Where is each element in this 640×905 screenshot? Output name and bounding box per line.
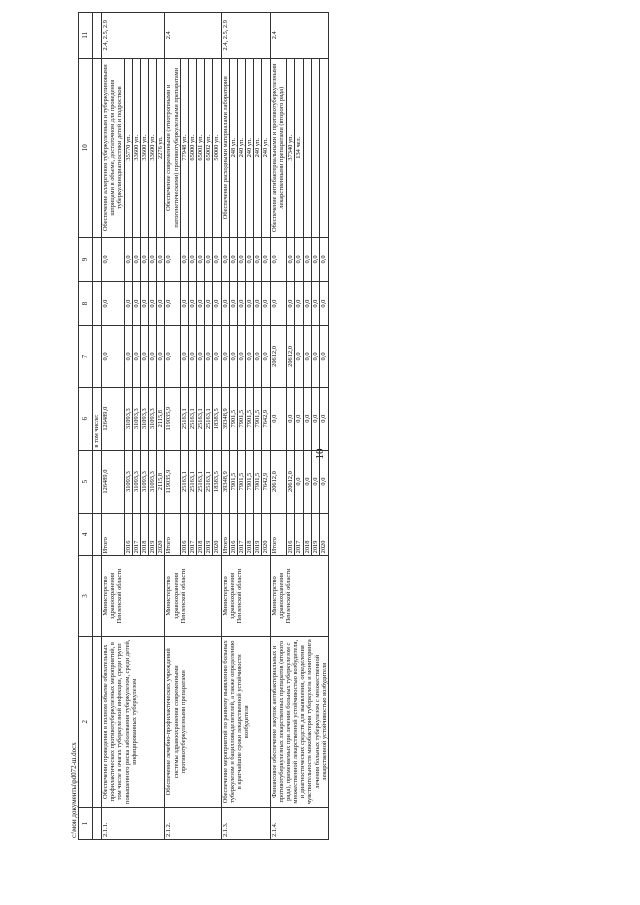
other-source-cell: 0,0 xyxy=(205,237,213,281)
measure-number: 2.1.1. xyxy=(102,807,165,839)
total-cell: 31093,3 xyxy=(132,450,140,513)
federal-budget-cell: 0,0 xyxy=(229,326,237,388)
year-cell: 2020 xyxy=(320,513,329,556)
federal-budget-cell: 0,0 xyxy=(311,326,319,388)
year-cell: 2016 xyxy=(286,513,294,556)
column-number: 8 xyxy=(79,282,93,326)
federal-budget-cell: 0,0 xyxy=(295,326,303,388)
other-source-cell: 0,0 xyxy=(188,237,196,281)
total-cell: 0,0 xyxy=(295,450,303,513)
column-number: 3 xyxy=(79,556,93,636)
indicator-cell: 50000 уп. xyxy=(213,58,221,237)
indicator-cell: 33600 уп. xyxy=(140,58,148,237)
total-cell: 39348,9 xyxy=(221,450,229,513)
indicator-cell: 65000 уп. xyxy=(188,58,196,237)
year-cell: 2018 xyxy=(197,513,205,556)
other-source-cell: 0,0 xyxy=(124,237,132,281)
regional-budget-cell: 0,0 xyxy=(303,387,311,450)
year-cell: Итого xyxy=(165,513,180,556)
federal-budget-cell: 0,0 xyxy=(140,326,148,388)
indicator-refs: 2.4 xyxy=(270,13,328,59)
federal-budget-cell: 0,0 xyxy=(165,326,180,388)
program-table xyxy=(78,12,329,840)
local-budget-cell: 0,0 xyxy=(149,282,157,326)
federal-budget-cell: 0,0 xyxy=(180,326,188,388)
year-cell: Итого xyxy=(221,513,229,556)
column-number: 4 xyxy=(79,513,93,556)
indicator-cell: 240 уп. xyxy=(262,58,270,237)
indicator-cell xyxy=(320,58,329,237)
regional-budget-cell: 2115,8 xyxy=(157,387,165,450)
other-source-cell: 0,0 xyxy=(295,237,303,281)
year-cell: 2016 xyxy=(229,513,237,556)
other-source-cell: 0,0 xyxy=(165,237,180,281)
year-cell: 2018 xyxy=(303,513,311,556)
year-cell: Итого xyxy=(270,513,286,556)
total-cell: 31093,3 xyxy=(149,450,157,513)
page-number: 10 xyxy=(314,448,326,460)
regional-budget-cell: 7901,5 xyxy=(237,387,245,450)
other-source-cell: 0,0 xyxy=(102,237,125,281)
table-row xyxy=(270,13,286,840)
measure-title: Финансовое обеспечение закупок антибактериальных и противотуберкулезных лекарственных препаратов (второго ряда), применяемых при лечении больных туберкулезом с множественной лекарственной устойчивостью возбудителя, и диагностических средств для выявления, определения чувствительности микобактерии туберкулеза и мониторинга лечения больных туберкулезом с множественной лекарственной устойчивостью возбудителя xyxy=(270,636,328,807)
other-source-cell: 0,0 xyxy=(157,237,165,281)
federal-budget-cell: 0,0 xyxy=(262,326,270,388)
year-cell: 2017 xyxy=(188,513,196,556)
local-budget-cell: 0,0 xyxy=(237,282,245,326)
year-cell: 2020 xyxy=(157,513,165,556)
local-budget-cell: 0,0 xyxy=(254,282,262,326)
regional-budget-cell: 25163,1 xyxy=(180,387,188,450)
year-cell: 2020 xyxy=(213,513,221,556)
other-source-cell: 0,0 xyxy=(229,237,237,281)
indicator-cell: 65001 уп. xyxy=(197,58,205,237)
local-budget-cell: 0,0 xyxy=(157,282,165,326)
regional-budget-cell: 31093,3 xyxy=(132,387,140,450)
other-source-cell: 0,0 xyxy=(197,237,205,281)
local-budget-cell: 0,0 xyxy=(221,282,229,326)
local-budget-cell: 0,0 xyxy=(286,282,294,326)
other-source-cell: 0,0 xyxy=(286,237,294,281)
federal-budget-cell: 20612,0 xyxy=(286,326,294,388)
regional-budget-cell: 7901,5 xyxy=(254,387,262,450)
total-cell: 18383,5 xyxy=(213,450,221,513)
local-budget-cell: 0,0 xyxy=(188,282,196,326)
subheader-label: в том числе: xyxy=(93,387,102,450)
total-cell: 2115,8 xyxy=(157,450,165,513)
executor: Министерство здравоохранения Пензенской области xyxy=(165,556,221,636)
total-cell: 7901,5 xyxy=(254,450,262,513)
federal-budget-cell: 0,0 xyxy=(149,326,157,388)
total-cell: 7901,5 xyxy=(246,450,254,513)
year-cell: 2019 xyxy=(205,513,213,556)
local-budget-cell: 0,0 xyxy=(295,282,303,326)
indicator-cell: Обеспечение современными (этиотропными и патогенетическими) противотуберкулезными препаратами xyxy=(165,58,180,237)
indicator-cell: 240 уп. xyxy=(246,58,254,237)
measure-number: 2.1.2. xyxy=(165,807,221,839)
local-budget-cell: 0,0 xyxy=(140,282,148,326)
federal-budget-cell: 0,0 xyxy=(213,326,221,388)
regional-budget-cell: 0,0 xyxy=(311,387,319,450)
other-source-cell: 0,0 xyxy=(149,237,157,281)
other-source-cell: 0,0 xyxy=(221,237,229,281)
other-source-cell: 0,0 xyxy=(246,237,254,281)
regional-budget-cell: 39348,9 xyxy=(221,387,229,450)
measure-title: Обеспечение мероприятий по раннему выявлению больных туберкулезом и бацилловыделителей, а также определению в кратчайшие сроки лекарственной устойчивости возбудителя xyxy=(221,636,270,807)
total-cell: 119035,9 xyxy=(165,450,180,513)
footer-file-path: c:\мои документы\pd072-ш.docx xyxy=(70,742,78,838)
total-cell: 25163,1 xyxy=(180,450,188,513)
other-source-cell: 0,0 xyxy=(213,237,221,281)
regional-budget-cell: 0,0 xyxy=(286,387,294,450)
other-source-cell: 0,0 xyxy=(132,237,140,281)
regional-budget-cell: 25163,1 xyxy=(197,387,205,450)
table-row xyxy=(165,13,180,840)
indicator-cell xyxy=(311,58,319,237)
indicator-cell: 77948 уп. xyxy=(180,58,188,237)
local-budget-cell: 0,0 xyxy=(180,282,188,326)
regional-budget-cell: 0,0 xyxy=(270,387,286,450)
regional-budget-cell: 31093,3 xyxy=(149,387,157,450)
regional-budget-cell: 0,0 xyxy=(320,387,329,450)
federal-budget-cell: 0,0 xyxy=(197,326,205,388)
year-cell: 2016 xyxy=(180,513,188,556)
local-budget-cell: 0,0 xyxy=(311,282,319,326)
indicator-cell: Обеспечение антибактериальными и противотуберкулезными лекарственными препаратами (второго ряда) xyxy=(270,58,286,237)
indicator-cell: Обеспечение расходными материалами лаборатории xyxy=(221,58,229,237)
measure-number: 2.1.3. xyxy=(221,807,270,839)
total-cell: 31093,3 xyxy=(140,450,148,513)
regional-budget-cell: 31093,3 xyxy=(124,387,132,450)
regional-budget-cell: 119035,9 xyxy=(165,387,180,450)
total-cell: 7642,9 xyxy=(262,450,270,513)
regional-budget-cell: 7901,5 xyxy=(229,387,237,450)
federal-budget-cell: 0,0 xyxy=(132,326,140,388)
column-number-row xyxy=(79,13,93,840)
regional-budget-cell: 25163,1 xyxy=(188,387,196,450)
local-budget-cell: 0,0 xyxy=(197,282,205,326)
year-cell: 2018 xyxy=(140,513,148,556)
column-number: 6 xyxy=(79,387,93,450)
total-cell: 0,0 xyxy=(303,450,311,513)
regional-budget-cell: 18383,5 xyxy=(213,387,221,450)
regional-budget-cell: 7901,5 xyxy=(246,387,254,450)
indicator-cell: Обеспечение аллергеном туберкулезным и туберкулиновыми шприцами в объеме, достаточном для проведения туберкулинодиагностики детей и подростков xyxy=(102,58,125,237)
federal-budget-cell: 0,0 xyxy=(102,326,125,388)
local-budget-cell: 0,0 xyxy=(132,282,140,326)
regional-budget-cell: 0,0 xyxy=(295,387,303,450)
indicator-cell: 33600 уп. xyxy=(132,58,140,237)
other-source-cell: 0,0 xyxy=(303,237,311,281)
rotated-table-container xyxy=(78,12,628,840)
total-cell: 20612,0 xyxy=(270,450,286,513)
federal-budget-cell: 0,0 xyxy=(221,326,229,388)
local-budget-cell: 0,0 xyxy=(262,282,270,326)
executor: Министерство здравоохранения Пензенской области xyxy=(270,556,328,636)
total-cell: 7901,5 xyxy=(229,450,237,513)
indicator-cell: 134 чел. xyxy=(295,58,303,237)
local-budget-cell: 0,0 xyxy=(229,282,237,326)
federal-budget-cell: 20612,0 xyxy=(270,326,286,388)
year-cell: 2017 xyxy=(237,513,245,556)
total-cell: 25163,1 xyxy=(205,450,213,513)
measure-number: 2.1.4. xyxy=(270,807,328,839)
year-cell: 2017 xyxy=(295,513,303,556)
indicator-cell: 65002 уп. xyxy=(205,58,213,237)
table-row xyxy=(221,13,229,840)
total-cell: 31093,3 xyxy=(124,450,132,513)
other-source-cell: 0,0 xyxy=(140,237,148,281)
column-number: 1 xyxy=(79,807,93,839)
federal-budget-cell: 0,0 xyxy=(157,326,165,388)
other-source-cell: 0,0 xyxy=(270,237,286,281)
year-cell: 2019 xyxy=(311,513,319,556)
federal-budget-cell: 0,0 xyxy=(205,326,213,388)
total-cell: 0,0 xyxy=(311,450,319,513)
federal-budget-cell: 0,0 xyxy=(188,326,196,388)
year-cell: Итого xyxy=(102,513,125,556)
regional-budget-cell: 25163,1 xyxy=(205,387,213,450)
other-source-cell: 0,0 xyxy=(237,237,245,281)
year-cell: 2017 xyxy=(132,513,140,556)
federal-budget-cell: 0,0 xyxy=(237,326,245,388)
year-cell: 2019 xyxy=(149,513,157,556)
column-number: 9 xyxy=(79,237,93,281)
indicator-refs: 2.4 xyxy=(165,13,221,59)
column-number: 2 xyxy=(79,636,93,807)
measure-title: Обеспечение лечебно-профилактических учреждений системы здравоохранения современными противотуберкулезными препаратами xyxy=(165,636,221,807)
local-budget-cell: 0,0 xyxy=(303,282,311,326)
executor: Министерство здравоохранения Пензенской области xyxy=(221,556,270,636)
federal-budget-cell: 0,0 xyxy=(320,326,329,388)
local-budget-cell: 0,0 xyxy=(102,282,125,326)
column-number: 11 xyxy=(79,13,93,59)
total-cell: 0,0 xyxy=(320,450,329,513)
subheader-row xyxy=(93,13,102,840)
other-source-cell: 0,0 xyxy=(254,237,262,281)
column-number: 10 xyxy=(79,58,93,237)
year-cell: 2016 xyxy=(124,513,132,556)
regional-budget-cell: 7642,9 xyxy=(262,387,270,450)
local-budget-cell: 0,0 xyxy=(205,282,213,326)
table-row xyxy=(102,13,125,840)
indicator-cell: 240 уп. xyxy=(237,58,245,237)
local-budget-cell: 0,0 xyxy=(165,282,180,326)
total-cell: 25163,1 xyxy=(197,450,205,513)
total-cell: 7901,5 xyxy=(237,450,245,513)
indicator-cell: 33600 уп. xyxy=(149,58,157,237)
other-source-cell: 0,0 xyxy=(311,237,319,281)
local-budget-cell: 0,0 xyxy=(246,282,254,326)
total-cell: 20612,0 xyxy=(286,450,294,513)
other-source-cell: 0,0 xyxy=(180,237,188,281)
regional-budget-cell: 126489,0 xyxy=(102,387,125,450)
indicator-cell: 248 уп. xyxy=(229,58,237,237)
column-number: 5 xyxy=(79,450,93,513)
federal-budget-cell: 0,0 xyxy=(254,326,262,388)
local-budget-cell: 0,0 xyxy=(124,282,132,326)
measure-title: Обеспечение проведения в полном объеме обязательных профилактических противотуберкулезных мероприятий, в том числе в очагах туберкулезной инфекции, среди групп повышенного риска заболевания туберкулезом, среди детей, инфицированных туберкулезом xyxy=(102,636,165,807)
total-cell: 25163,1 xyxy=(188,450,196,513)
other-source-cell: 0,0 xyxy=(320,237,329,281)
indicator-cell: 2276 уп. xyxy=(157,58,165,237)
year-cell: 2018 xyxy=(246,513,254,556)
local-budget-cell: 0,0 xyxy=(213,282,221,326)
column-number: 7 xyxy=(79,326,93,388)
federal-budget-cell: 0,0 xyxy=(124,326,132,388)
indicator-refs: 2.4, 2.5, 2.9 xyxy=(102,13,165,59)
indicator-cell: 35770 уп. xyxy=(124,58,132,237)
federal-budget-cell: 0,0 xyxy=(246,326,254,388)
indicator-cell: 37340 уп. xyxy=(286,58,294,237)
indicator-cell: 240 уп. xyxy=(254,58,262,237)
local-budget-cell: 0,0 xyxy=(320,282,329,326)
indicator-cell xyxy=(303,58,311,237)
other-source-cell: 0,0 xyxy=(262,237,270,281)
year-cell: 2019 xyxy=(254,513,262,556)
executor: Министерство здравоохранения Пензенской области xyxy=(102,556,165,636)
federal-budget-cell: 0,0 xyxy=(303,326,311,388)
year-cell: 2020 xyxy=(262,513,270,556)
local-budget-cell: 0,0 xyxy=(270,282,286,326)
total-cell: 126489,0 xyxy=(102,450,125,513)
indicator-refs: 2.4, 2.5, 2.9 xyxy=(221,13,270,59)
regional-budget-cell: 31093,3 xyxy=(140,387,148,450)
